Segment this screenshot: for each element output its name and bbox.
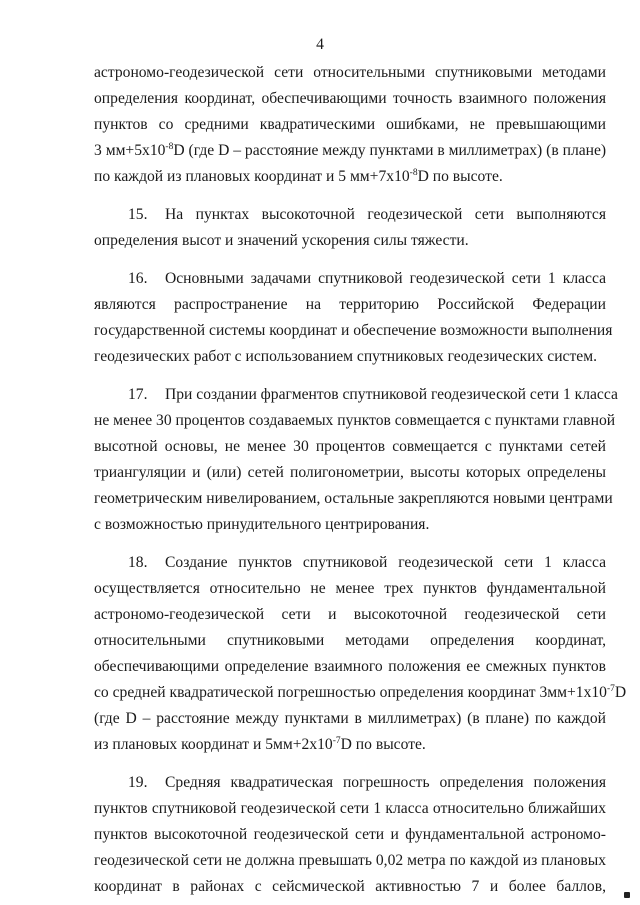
- text-line: геометрическим нивелированием, остальные закрепляются новыми центрами: [94, 490, 613, 507]
- text-line: астрономо-геодезической сети и высокоточной геодезической сети: [94, 606, 606, 623]
- paragraph-18: [94, 550, 627, 758]
- exponent: -7: [332, 736, 341, 746]
- item-number: 18.: [128, 554, 148, 571]
- text-line: [94, 732, 606, 758]
- formula-text: 3 мм+5х10: [94, 142, 166, 159]
- paragraph-19: [94, 770, 606, 900]
- text-line: [94, 266, 606, 292]
- exponent: -8: [409, 168, 418, 178]
- item-number: 17.: [128, 386, 148, 403]
- text-line: [94, 138, 606, 164]
- text-line: обеспечивающими определение взаимного положения ее смежных пунктов: [94, 658, 606, 675]
- text-line: [94, 680, 627, 706]
- text-run: Создание пунктов спутниковой геодезической сети 1 класса: [165, 554, 606, 571]
- paragraph-17: [94, 382, 618, 538]
- text-line: являются распространение на территорию Российской Федерации: [94, 296, 606, 313]
- text-line: относительными спутниковыми методами определения координат,: [94, 632, 606, 649]
- text-line: астрономо-геодезической сети относительными спутниковыми методами: [94, 64, 606, 81]
- text-line: геодезических работ с использованием спутниковых геодезических систем.: [94, 348, 597, 365]
- text-line: определения координат, обеспечивающими точность взаимного положения: [94, 90, 606, 107]
- text-line: определения высот и значений ускорения силы тяжести.: [94, 232, 469, 249]
- item-number: 19.: [128, 774, 148, 791]
- text-run: D (где D – расстояние между пунктами в миллиметрах) (в плане): [173, 142, 607, 159]
- text-run: со средней квадратической погрешностью определения координат 3мм+1х10: [94, 684, 607, 701]
- text-line: [94, 164, 606, 190]
- text-run: D по высоте.: [340, 736, 426, 753]
- text-line: геодезической сети не должна превышать 0,02 метра по каждой из плановых: [94, 852, 606, 869]
- text-line: осуществляется относительно не менее трех пунктов фундаментальной: [94, 580, 606, 597]
- text-run: На пунктах высокоточной геодезической сети выполняются: [165, 206, 606, 223]
- text-run: Средняя квадратическая погрешность определения положения: [165, 774, 606, 791]
- text-line: пунктов со средними квадратическими ошибками, не превышающими: [94, 116, 606, 133]
- text-line: государственной системы координат и обеспечение возможности выполнения: [94, 322, 613, 339]
- text-line: пунктов спутниковой геодезической сети 1 класса относительно ближайших: [94, 800, 606, 817]
- text-line: [94, 550, 606, 576]
- text-line: координат в районах с сейсмической активностью 7 и более баллов,: [94, 878, 606, 895]
- paragraph-15: [94, 202, 606, 254]
- text-line: не менее 30 процентов создаваемых пунктов совмещается с пунктами главной: [94, 412, 616, 429]
- text-line: [94, 770, 606, 796]
- text-line: [94, 382, 618, 408]
- item-number: 15.: [128, 206, 148, 223]
- text-line: триангуляции и (или) сетей полигонометрии, высоты которых определены: [94, 464, 606, 481]
- text-run: Основными задачами спутниковой геодезической сети 1 класса: [165, 270, 606, 287]
- paragraph-14-continuation: [94, 60, 606, 190]
- item-number: 16.: [128, 270, 148, 287]
- text-line: с возможностью принудительного центрирования.: [94, 516, 430, 533]
- text-run: D по высоте.: [417, 168, 503, 185]
- text-run: по каждой из плановых координат и 5 мм+7х10: [94, 168, 410, 185]
- exponent: -7: [606, 684, 615, 694]
- scan-mark: [624, 892, 630, 898]
- text-line: [94, 202, 606, 228]
- text-line: пунктов высокоточной геодезической сети и фундаментальной астрономо-: [94, 826, 606, 843]
- text-run: При создании фрагментов спутниковой геодезической сети 1 класса: [165, 386, 618, 403]
- text-run: D: [614, 684, 627, 701]
- exponent: -8: [165, 142, 174, 152]
- text-run: из плановых координат и 5мм+2х10: [94, 736, 333, 753]
- body-text: [94, 60, 627, 900]
- text-line: высотной основы, не менее 30 процентов совмещается с пунктами сетей: [94, 438, 606, 455]
- page-number: 4: [316, 36, 324, 53]
- text-line: (где D – расстояние между пунктами в миллиметрах) (в плане) по каждой: [94, 710, 606, 727]
- paragraph-16: [94, 266, 613, 370]
